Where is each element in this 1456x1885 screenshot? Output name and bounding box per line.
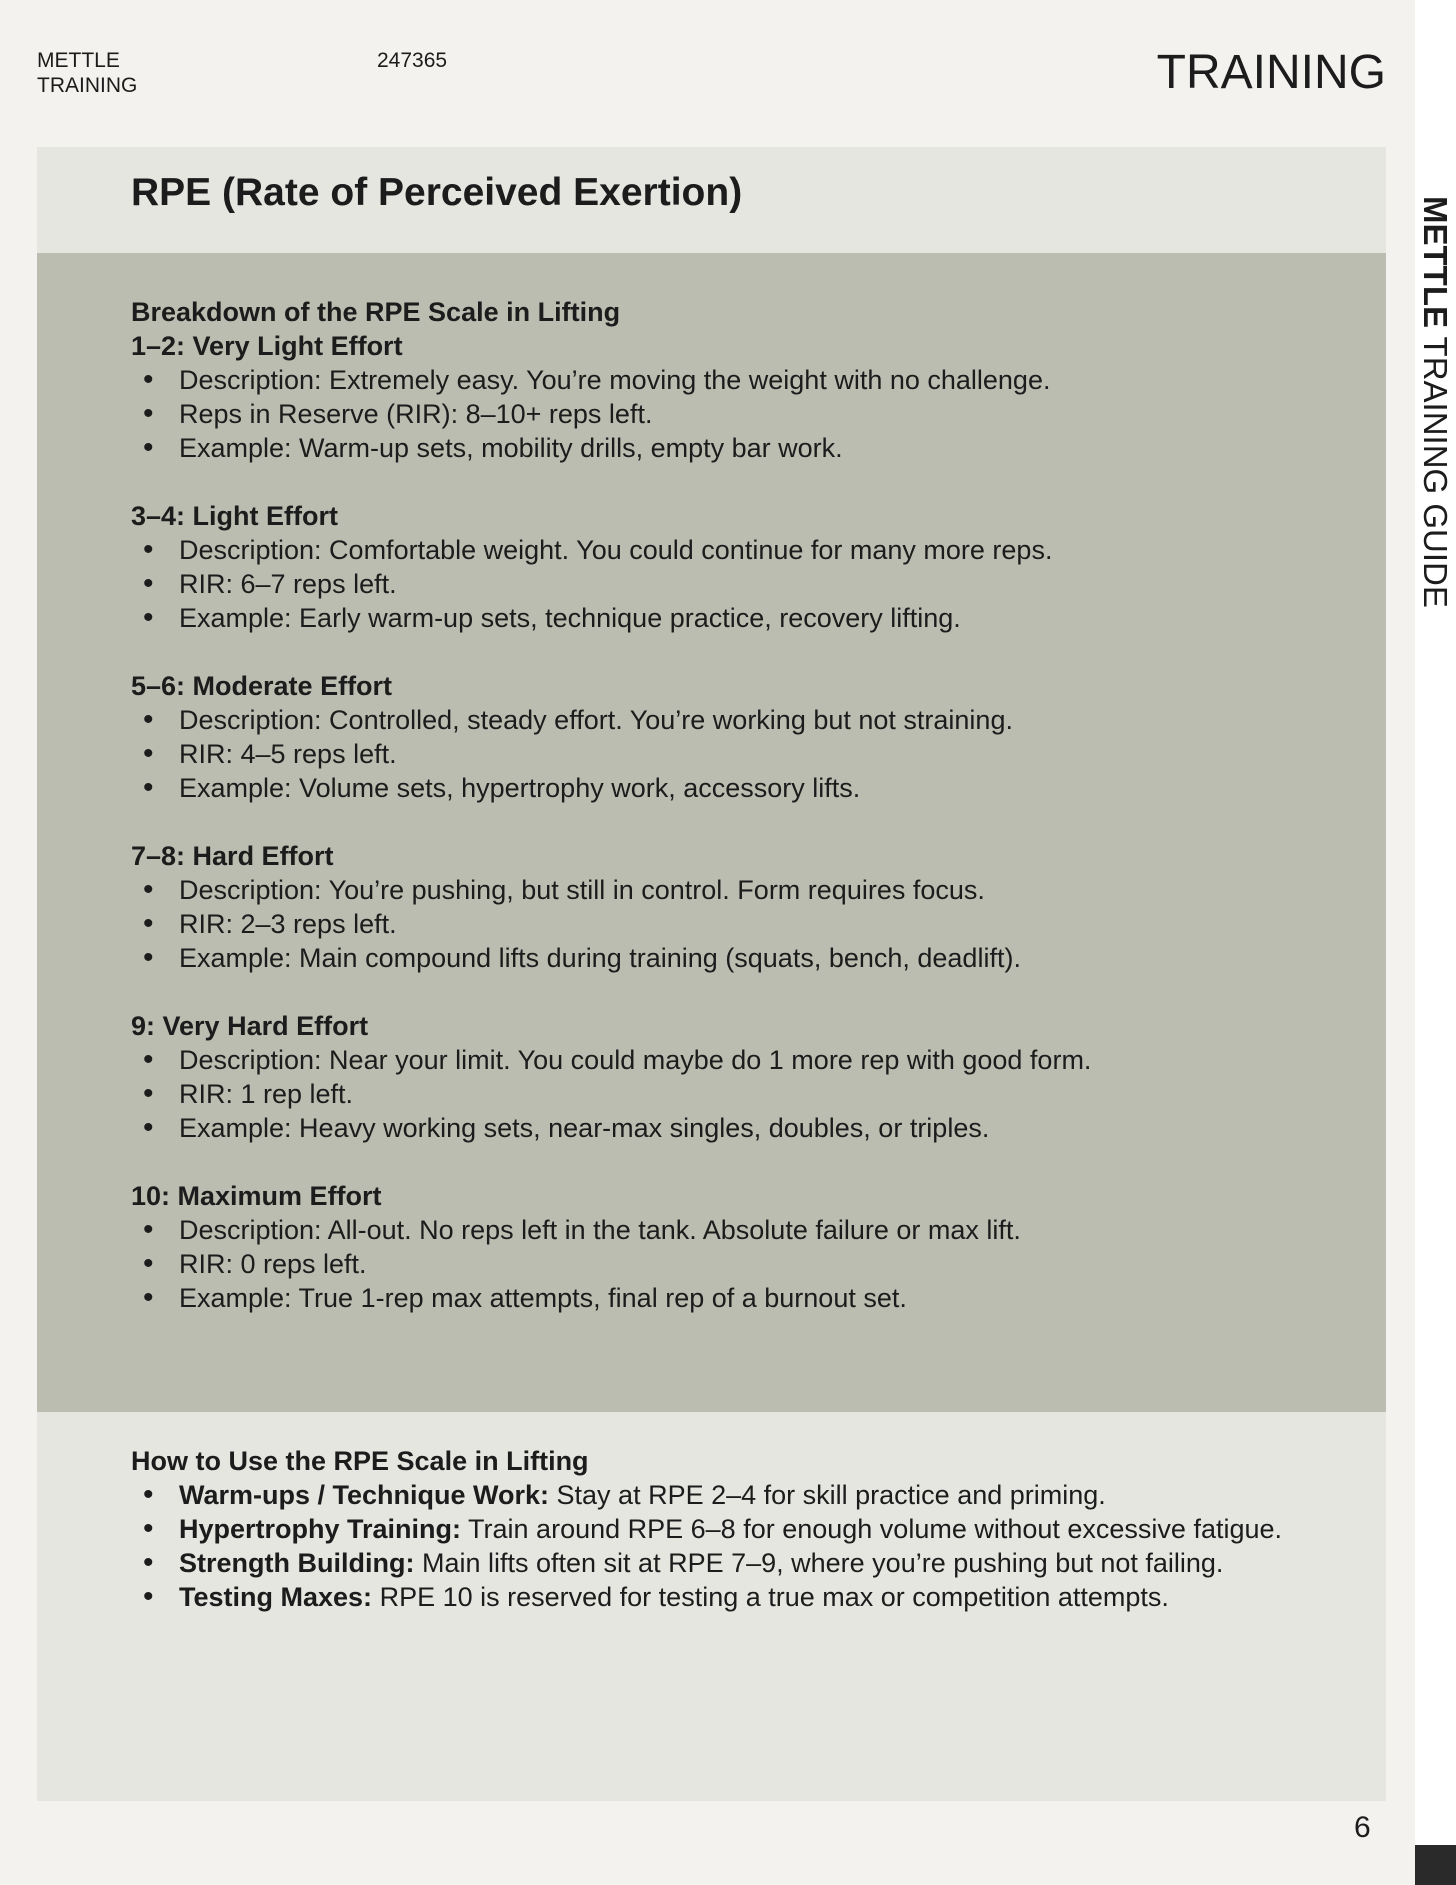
usage-text: Train around RPE 6–8 for enough volume without excessive fatigue. (461, 1514, 1283, 1544)
list-item: • Reps in Reserve (RIR): 8–10+ reps left. (131, 397, 1326, 431)
level-title: 3–4: Light Effort (131, 501, 338, 531)
usage-text: Main lifts often sit at RPE 7–9, where you’re pushing but not failing. (414, 1548, 1224, 1578)
list-item: • Example: Early warm-up sets, technique practice, recovery lifting. (131, 601, 1326, 635)
list-item: • Description: Near your limit. You could maybe do 1 more rep with good form. (131, 1043, 1326, 1077)
list-item: • Description: All-out. No reps left in the tank. Absolute failure or max lift. (131, 1213, 1326, 1247)
list-item: • RIR: 1 rep left. (131, 1077, 1326, 1111)
list-item: • Example: Warm-up sets, mobility drills, empty bar work. (131, 431, 1326, 465)
usage-text: RPE 10 is reserved for testing a true max or competition attempts. (372, 1582, 1169, 1612)
usage-label: Testing Maxes: (179, 1582, 373, 1612)
corner-tab (1415, 1845, 1456, 1885)
rpe-level (131, 499, 1326, 635)
list-item (131, 1580, 1326, 1614)
brand-name (37, 48, 137, 98)
list-item: • Example: Heavy working sets, near-max singles, doubles, or triples. (131, 1111, 1326, 1145)
brand-line-1: METTLE (37, 49, 120, 72)
usage-label: Warm-ups / Technique Work: (179, 1480, 550, 1510)
level-title: 7–8: Hard Effort (131, 841, 334, 871)
section-title: TRAINING (1156, 46, 1386, 99)
list-item: • Description: Extremely easy. You’re moving the weight with no challenge. (131, 363, 1326, 397)
list-item (131, 1546, 1326, 1580)
side-label-bold: METTLE (1417, 196, 1454, 328)
list-item: • RIR: 4–5 reps left. (131, 737, 1326, 771)
list-item (131, 1512, 1326, 1546)
list-item: • Example: Volume sets, hypertrophy work, accessory lifts. (131, 771, 1326, 805)
rpe-level (131, 669, 1326, 805)
brand-line-2: TRAINING (37, 74, 138, 97)
rpe-level (131, 1009, 1326, 1145)
list-item: • RIR: 0 reps left. (131, 1247, 1326, 1281)
list-item (131, 1478, 1326, 1512)
title-bar (37, 147, 1386, 253)
level-title: 5–6: Moderate Effort (131, 671, 393, 701)
usage-label: Hypertrophy Training: (179, 1514, 462, 1544)
level-title: 10: Maximum Effort (131, 1181, 382, 1211)
page-number: 6 (1354, 1811, 1371, 1844)
rpe-level (131, 839, 1326, 975)
rpe-level (131, 1179, 1326, 1315)
list-item: • Example: True 1-rep max attempts, final rep of a burnout set. (131, 1281, 1326, 1315)
list-item: • RIR: 6–7 reps left. (131, 567, 1326, 601)
rpe-level (131, 329, 1326, 465)
list-item: • Description: Controlled, steady effort. You’re working but not straining. (131, 703, 1326, 737)
usage-label: Strength Building: (179, 1548, 415, 1578)
side-guide-label (1415, 196, 1456, 644)
usage-text: Stay at RPE 2–4 for skill practice and priming. (549, 1480, 1106, 1510)
page-title: RPE (Rate of Perceived Exertion) (131, 171, 743, 214)
rpe-scale-panel (37, 253, 1386, 1412)
usage-heading: How to Use the RPE Scale in Lifting (131, 1446, 589, 1476)
rpe-usage-panel (37, 1412, 1386, 1801)
scale-heading: Breakdown of the RPE Scale in Lifting (131, 297, 621, 327)
list-item: • RIR: 2–3 reps left. (131, 907, 1326, 941)
level-title: 1–2: Very Light Effort (131, 331, 403, 361)
list-item: • Description: Comfortable weight. You could continue for many more reps. (131, 533, 1326, 567)
list-item: • Example: Main compound lifts during training (squats, bench, deadlift). (131, 941, 1326, 975)
side-label-rest: TRAINING GUIDE (1417, 327, 1454, 608)
list-item: • Description: You’re pushing, but still in control. Form requires focus. (131, 873, 1326, 907)
document-number: 247365 (377, 49, 448, 72)
level-title: 9: Very Hard Effort (131, 1011, 369, 1041)
